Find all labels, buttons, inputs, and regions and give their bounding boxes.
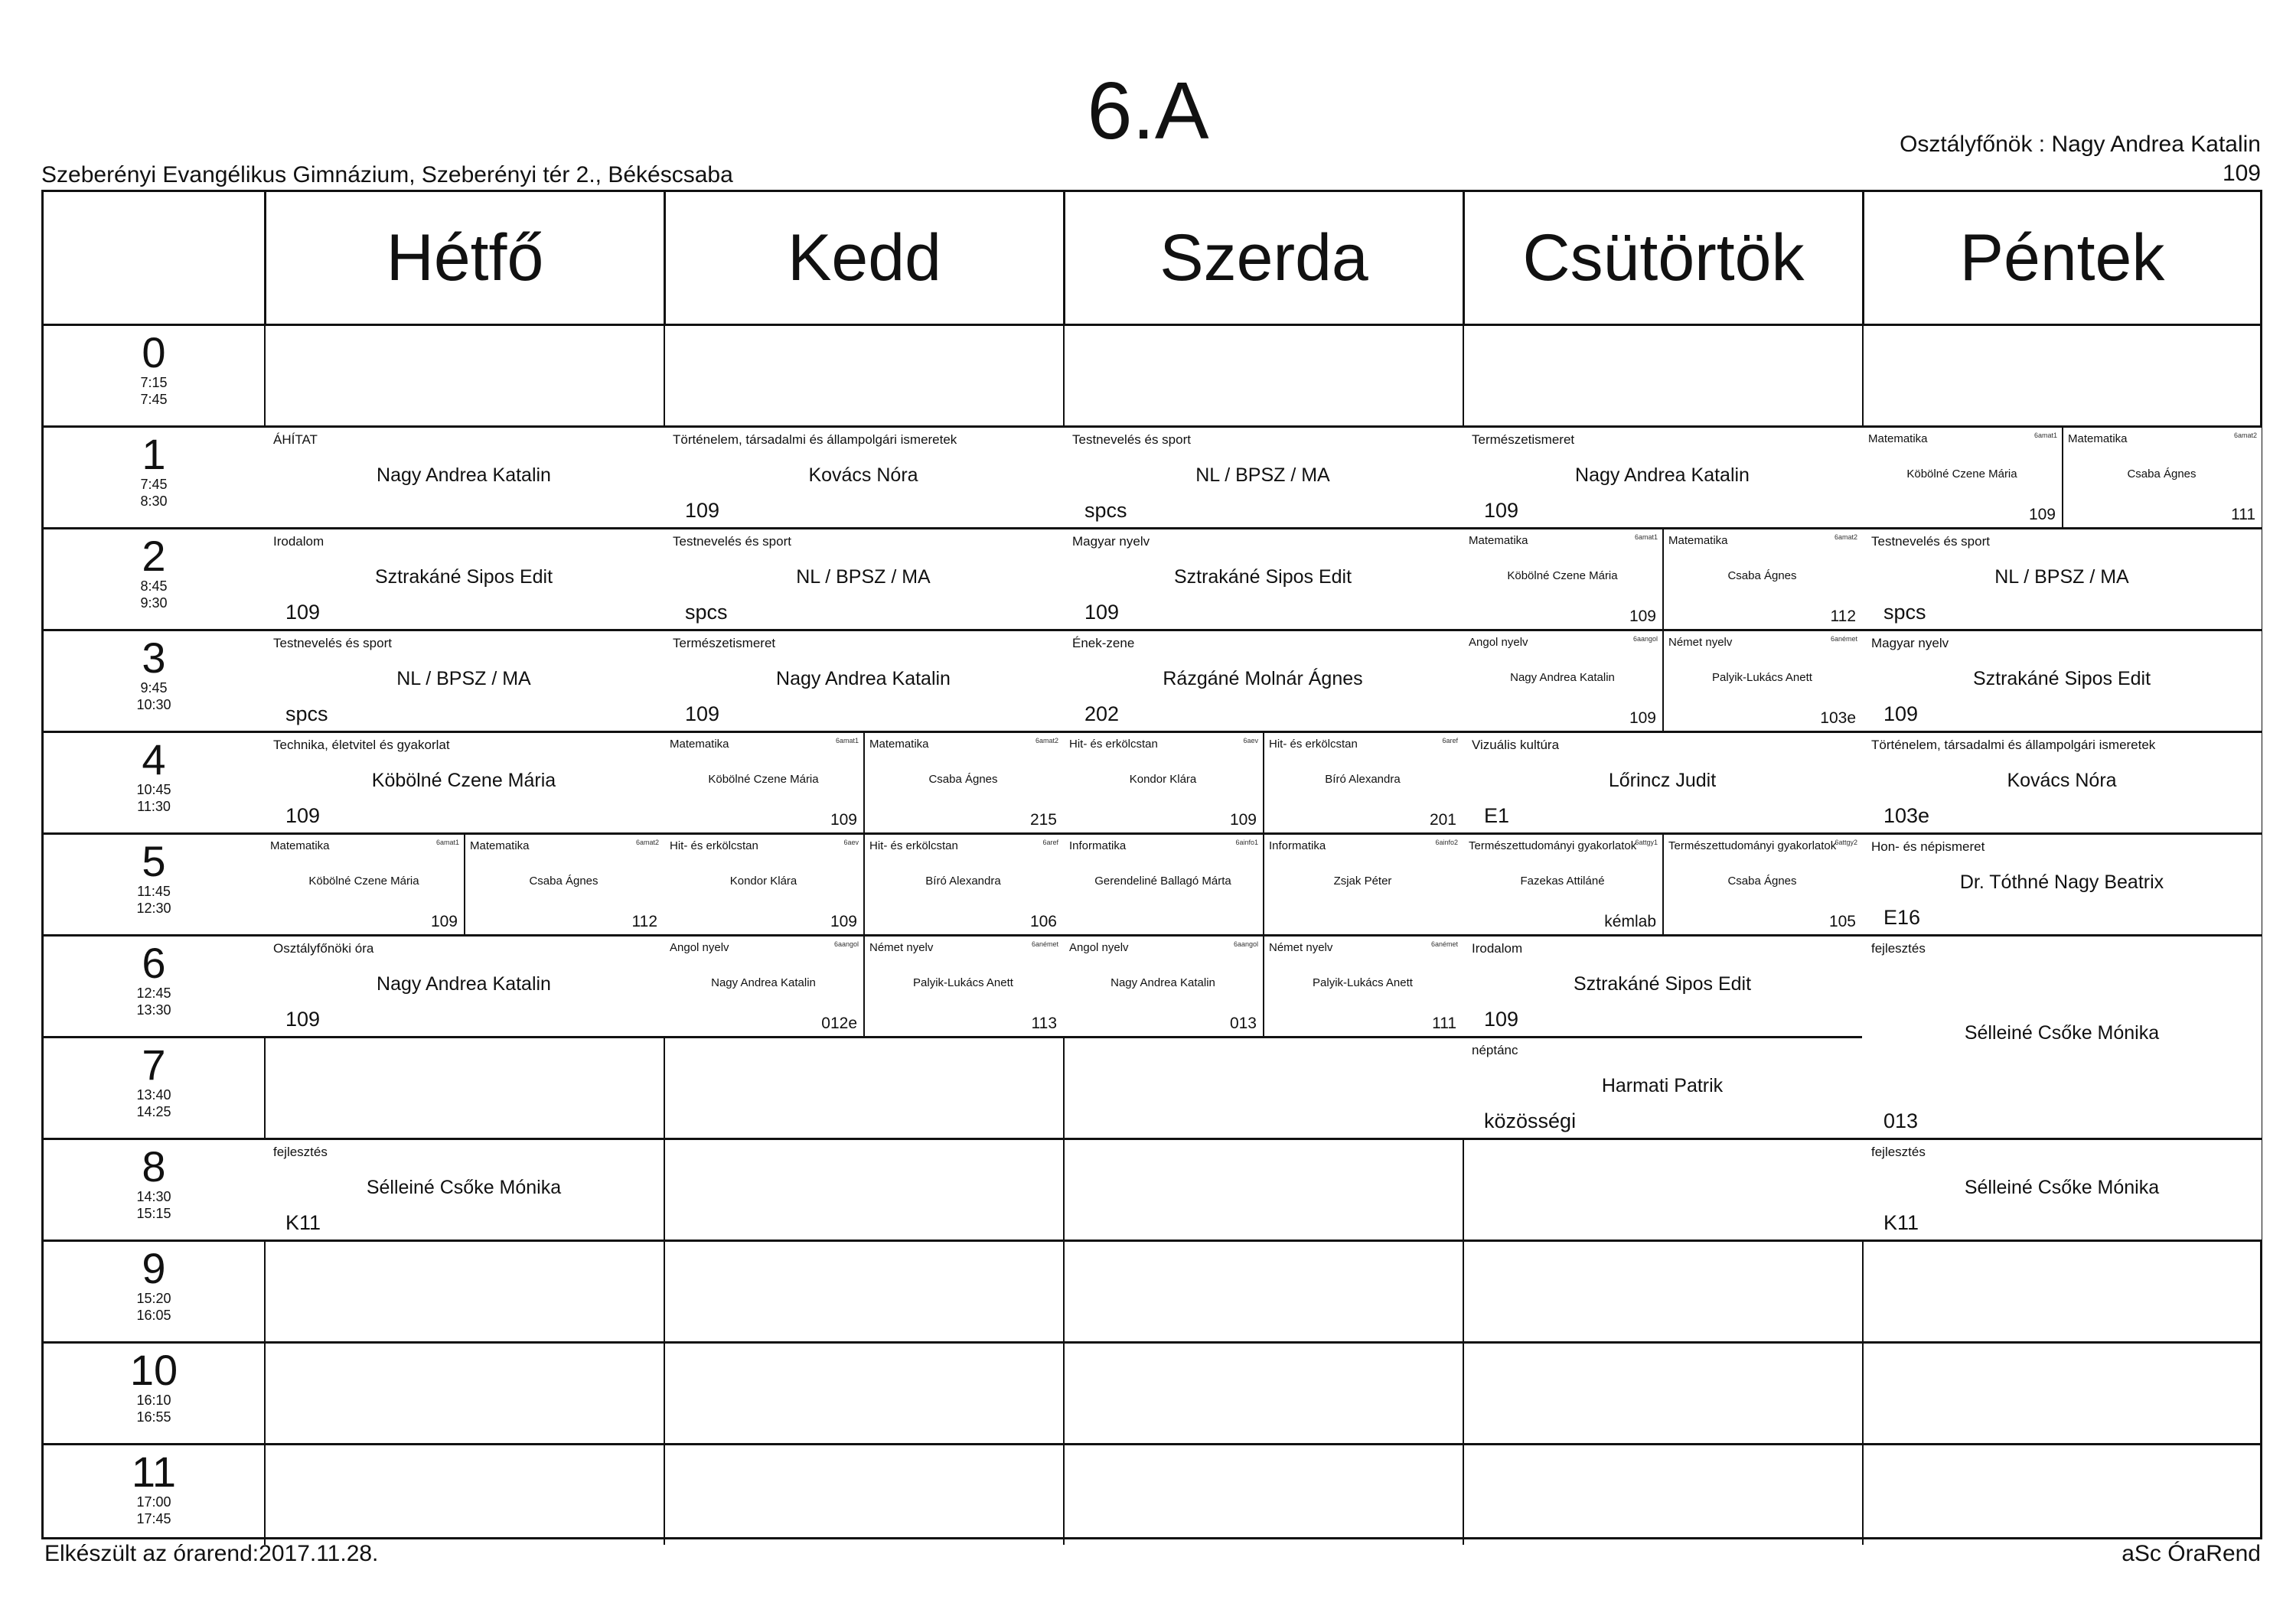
lesson-subject: Matematika (1469, 534, 1528, 547)
lesson-subject: Hit- és erkölcstan (1269, 738, 1358, 751)
lesson-cell (863, 832, 1063, 934)
lesson-room: spcs (685, 601, 728, 624)
lesson-cell (1463, 934, 1862, 1036)
lesson-teacher: Kondor Klára (729, 875, 797, 888)
lesson-group: 6attgy1 (1635, 839, 1658, 846)
lesson-group: 6aref (1442, 737, 1458, 744)
period-cell (44, 1138, 264, 1240)
period-cell (44, 1240, 264, 1341)
lesson-room: 112 (631, 913, 657, 930)
lesson-teacher: Nagy Andrea Katalin (377, 973, 551, 995)
lesson-cell (1063, 934, 1263, 1036)
lesson-room: 103e (1820, 709, 1856, 727)
lesson-teacher: Nagy Andrea Katalin (711, 976, 816, 989)
lesson-teacher: Kovács Nóra (2007, 770, 2117, 791)
lesson-group: 6anémet (1830, 635, 1857, 643)
lesson-cell (1463, 629, 1662, 731)
lesson-cell (1263, 934, 1463, 1036)
lesson-teacher: Palyik-Lukács Anett (1313, 976, 1413, 989)
lesson-group: 6amat2 (1035, 737, 1058, 744)
period-number: 6 (142, 939, 166, 987)
lesson-subject: Osztályfőnöki óra (273, 941, 374, 956)
lesson-room: spcs (1084, 499, 1127, 522)
lesson-subject: Matematika (670, 738, 729, 751)
lesson-cell (1463, 527, 1662, 629)
lesson-teacher: Csaba Ágnes (1727, 875, 1797, 888)
period-end-time: 9:30 (140, 595, 168, 611)
lesson-cell (1862, 425, 2062, 527)
period-cell (44, 731, 264, 832)
lesson-cell (1463, 425, 1862, 527)
lesson-subject: Történelem, társadalmi és állampolgári ismeretek (1871, 738, 2156, 752)
lesson-room: közösségi (1484, 1109, 1577, 1132)
period-cell (44, 527, 264, 629)
lesson-cell (1063, 832, 1263, 934)
period-number: 7 (142, 1041, 166, 1089)
period-number: 9 (142, 1244, 166, 1292)
lesson-teacher: Harmati Patrik (1601, 1075, 1724, 1096)
lesson-teacher: NL / BPSZ / MA (1994, 566, 2129, 588)
lesson-room: K11 (285, 1211, 321, 1234)
lesson-room: 202 (1084, 702, 1120, 725)
day-header-thursday: Csütörtök (1463, 192, 1862, 324)
lesson-cell (664, 527, 1063, 629)
lesson-room: 103e (1883, 804, 1930, 827)
lesson-subject: Testnevelés és sport (1072, 432, 1191, 447)
period-start-time: 17:00 (136, 1494, 171, 1510)
lesson-group: 6ainfo2 (1435, 839, 1458, 846)
period-start-time: 15:20 (136, 1291, 171, 1306)
lesson-group: 6amat1 (1634, 533, 1658, 541)
lesson-room: 201 (1429, 811, 1456, 829)
period-number: 3 (142, 634, 166, 682)
lesson-cell (264, 731, 664, 832)
period-start-time: 16:10 (136, 1393, 171, 1408)
lesson-subject: fejlesztés (273, 1145, 328, 1159)
lesson-subject: Angol nyelv (1469, 636, 1528, 649)
lesson-teacher: Rázgáné Molnár Ágnes (1163, 668, 1363, 689)
lesson-room: 012e (821, 1015, 857, 1032)
lesson-subject: fejlesztés (1871, 941, 1926, 956)
lesson-subject: Hit- és erkölcstan (670, 839, 758, 852)
half-divider (1263, 937, 1264, 1038)
half-divider (863, 835, 865, 937)
period-start-time: 8:45 (140, 578, 168, 594)
head-room: 109 (2222, 161, 2261, 186)
footer-date: Elkészült az órarend:2017.11.28. (44, 1541, 379, 1566)
lesson-room: 109 (830, 913, 857, 930)
period-number: 11 (131, 1448, 177, 1496)
period-end-time: 12:30 (136, 901, 171, 916)
lesson-subject: Testnevelés és sport (673, 534, 791, 549)
lesson-cell (1263, 832, 1463, 934)
period-end-time: 10:30 (136, 697, 171, 712)
lesson-teacher: Dr. Tóthné Nagy Beatrix (1959, 871, 2164, 893)
lesson-teacher: Palyik-Lukács Anett (913, 976, 1013, 989)
lesson-cell (1662, 527, 1862, 629)
lesson-group: 6aangol (833, 940, 859, 948)
lesson-subject: fejlesztés (1871, 1145, 1926, 1159)
period-number: 1 (142, 430, 166, 478)
lesson-teacher: Zsjak Péter (1333, 875, 1392, 888)
lesson-room: 113 (1031, 1015, 1057, 1032)
lesson-subject: Matematika (1668, 534, 1728, 547)
lesson-subject: Informatika (1069, 839, 1127, 852)
page-title: 6.A (1087, 66, 1209, 156)
lesson-subject: Vizuális kultúra (1472, 738, 1560, 752)
half-divider (1662, 631, 1664, 733)
period-cell (44, 1443, 264, 1545)
lesson-subject: Hon- és népismeret (1871, 839, 1985, 854)
half-divider (863, 733, 865, 835)
lesson-subject: Angol nyelv (670, 941, 729, 954)
lesson-group: 6amat2 (635, 839, 659, 846)
lesson-teacher: Csaba Ágnes (2127, 467, 2197, 480)
period-cell (44, 1341, 264, 1443)
period-number: 2 (142, 532, 166, 580)
lesson-cell (2062, 425, 2262, 527)
lesson-subject: Ének-zene (1072, 636, 1135, 650)
lesson-subject: Testnevelés és sport (1871, 534, 1990, 549)
period-end-time: 15:15 (136, 1206, 171, 1221)
half-divider (464, 835, 465, 937)
lesson-group: 6amat2 (1834, 533, 1857, 541)
period-cell (44, 934, 264, 1036)
lesson-room: 109 (1484, 499, 1519, 522)
period-number: 5 (142, 837, 166, 885)
period-number: 0 (142, 328, 166, 376)
lesson-teacher: Bíró Alexandra (925, 875, 1001, 888)
lesson-group: 6amat1 (2033, 432, 2057, 439)
lesson-subject: Testnevelés és sport (273, 636, 392, 650)
lesson-teacher: Nagy Andrea Katalin (377, 464, 551, 486)
lesson-cell (1862, 832, 2262, 934)
lesson-subject: Matematika (2068, 432, 2128, 445)
lesson-teacher: Köbölné Czene Mária (308, 875, 419, 888)
half-divider (1263, 835, 1264, 937)
row-divider (44, 1240, 2260, 1242)
period-end-time: 16:05 (136, 1308, 171, 1323)
lesson-subject: Természetismeret (1472, 432, 1575, 447)
lesson-subject: Hit- és erkölcstan (869, 839, 958, 852)
lesson-cell (1862, 527, 2262, 629)
lesson-cell (264, 425, 664, 527)
lesson-cell (664, 425, 1063, 527)
lesson-group: 6amat1 (435, 839, 459, 846)
lesson-teacher: Köbölné Czene Mária (1906, 467, 2017, 480)
lesson-group: 6aangol (1233, 940, 1258, 948)
lesson-subject: Német nyelv (1668, 636, 1733, 649)
day-header-wednesday: Szerda (1063, 192, 1463, 324)
lesson-cell (664, 934, 863, 1036)
lesson-teacher: Kondor Klára (1129, 773, 1197, 786)
lesson-cell (1662, 832, 1862, 934)
lesson-room: 109 (1084, 601, 1120, 624)
head-teacher: Osztályfőnök : Nagy Andrea Katalin (1900, 132, 2261, 157)
lesson-teacher: Csaba Ágnes (1727, 569, 1797, 582)
period-start-time: 7:45 (140, 477, 168, 492)
lesson-teacher: Bíró Alexandra (1325, 773, 1401, 786)
day-header-monday: Hétfő (264, 192, 664, 324)
lesson-teacher: Köbölné Czene Mária (708, 773, 819, 786)
lesson-group: 6anémet (1031, 940, 1058, 948)
lesson-cell (1463, 731, 1862, 832)
half-divider (1662, 835, 1664, 937)
lesson-room: 109 (685, 702, 720, 725)
lesson-room: 215 (1029, 811, 1057, 829)
lesson-room: 013 (1883, 1109, 1919, 1132)
lesson-subject: Történelem, társadalmi és állampolgári ismeretek (673, 432, 957, 447)
lesson-group: 6amat1 (835, 737, 859, 744)
lesson-teacher: Csaba Ágnes (529, 875, 598, 888)
period-end-time: 16:55 (136, 1409, 171, 1425)
school-name: Szeberényi Evangélikus Gimnázium, Szeberényi tér 2., Békéscsaba (41, 162, 733, 187)
lesson-cell (1063, 425, 1463, 527)
lesson-teacher: Nagy Andrea Katalin (1510, 671, 1615, 684)
lesson-room: 109 (685, 499, 720, 522)
lesson-group: 6anémet (1430, 940, 1458, 948)
lesson-cell (1662, 629, 1862, 731)
lesson-cell (664, 629, 1063, 731)
lesson-group: 6aev (843, 839, 859, 846)
lesson-room: 106 (1029, 913, 1057, 930)
lesson-room: 105 (1828, 913, 1856, 930)
lesson-teacher: Sztrakáné Sipos Edit (374, 566, 553, 588)
lesson-group: 6aref (1042, 839, 1058, 846)
lesson-subject: Irodalom (1472, 941, 1523, 956)
half-divider (1662, 529, 1664, 631)
lesson-cell (1063, 731, 1263, 832)
period-cell (44, 832, 264, 934)
lesson-teacher: Sélleiné Csőke Mónika (366, 1177, 562, 1198)
lesson-teacher: NL / BPSZ / MA (1195, 464, 1330, 486)
lesson-room: 109 (285, 601, 321, 624)
lesson-room: spcs (285, 702, 328, 725)
lesson-cell (264, 629, 664, 731)
lesson-subject: Irodalom (273, 534, 325, 549)
lesson-group: 6aev (1243, 737, 1258, 744)
lesson-room: 111 (2231, 506, 2255, 523)
period-start-time: 9:45 (140, 680, 168, 695)
lesson-subject: Német nyelv (869, 941, 934, 954)
lesson-cell (1862, 731, 2262, 832)
day-header-tuesday: Kedd (664, 192, 1063, 324)
lesson-teacher: Palyik-Lukács Anett (1712, 671, 1812, 684)
lesson-room: 109 (2028, 506, 2056, 523)
lesson-cell (1063, 629, 1463, 731)
lesson-subject: Matematika (470, 839, 530, 852)
half-divider (2062, 428, 2063, 529)
lesson-teacher: Köbölné Czene Mária (1507, 569, 1618, 582)
timetable-grid (41, 190, 2262, 1539)
lesson-subject: Matematika (270, 839, 330, 852)
lesson-subject: Informatika (1269, 839, 1326, 852)
lesson-cell (1463, 832, 1662, 934)
lesson-cell (863, 731, 1063, 832)
lesson-room: 109 (430, 913, 458, 930)
lesson-subject: Matematika (869, 738, 929, 751)
lesson-subject: Angol nyelv (1069, 941, 1129, 954)
period-cell (44, 1036, 264, 1138)
lesson-subject: Technika, életvitel és gyakorlat (273, 738, 450, 752)
lesson-subject: Hit- és erkölcstan (1069, 738, 1158, 751)
lesson-teacher: Sélleiné Csőke Mónika (1964, 1177, 2160, 1198)
lesson-room: K11 (1883, 1211, 1919, 1234)
period-number: 8 (142, 1142, 166, 1191)
period-cell (44, 425, 264, 527)
lesson-cell (1063, 527, 1463, 629)
lesson-cell (664, 731, 863, 832)
lesson-cell (1463, 1036, 1862, 1138)
lesson-room: kémlab (1604, 913, 1656, 930)
lesson-cell (1862, 934, 2262, 1138)
lesson-cell (264, 1138, 664, 1240)
period-number: 10 (129, 1346, 178, 1394)
lesson-teacher: Köbölné Czene Mária (371, 770, 556, 791)
lesson-teacher: Sélleiné Csőke Mónika (1964, 1022, 2160, 1044)
lesson-cell (1263, 731, 1463, 832)
day-header-friday: Péntek (1862, 192, 2260, 324)
lesson-teacher: Nagy Andrea Katalin (776, 668, 951, 689)
period-start-time: 12:45 (136, 985, 171, 1001)
lesson-group: 6ainfo1 (1235, 839, 1258, 846)
lesson-subject: ÁHÍTAT (273, 432, 318, 447)
lesson-subject: Magyar nyelv (1072, 534, 1150, 549)
period-start-time: 13:40 (136, 1087, 171, 1103)
lesson-teacher: Csaba Ágnes (928, 773, 998, 786)
lesson-teacher: Nagy Andrea Katalin (1110, 976, 1215, 989)
lesson-subject: néptánc (1472, 1043, 1518, 1057)
lesson-cell (264, 934, 664, 1036)
lesson-teacher: Sztrakáné Sipos Edit (1173, 566, 1352, 588)
lesson-room: 109 (1883, 702, 1919, 725)
row-divider (44, 1341, 2260, 1344)
lesson-subject: Német nyelv (1269, 941, 1333, 954)
row-divider (44, 324, 2260, 326)
lesson-cell (664, 832, 863, 934)
lesson-room: 112 (1830, 608, 1856, 625)
period-end-time: 7:45 (140, 392, 168, 407)
lesson-teacher: Gerendeliné Ballagó Márta (1094, 875, 1231, 888)
lesson-teacher: Kovács Nóra (808, 464, 918, 486)
lesson-room: 109 (1629, 709, 1656, 727)
lesson-cell (464, 832, 664, 934)
lesson-room: 111 (1432, 1015, 1456, 1032)
period-end-time: 11:30 (137, 799, 171, 814)
lesson-teacher: Sztrakáné Sipos Edit (1573, 973, 1752, 995)
lesson-teacher: NL / BPSZ / MA (396, 668, 531, 689)
lesson-room: 109 (285, 1008, 321, 1031)
half-divider (863, 937, 865, 1038)
lesson-room: spcs (1883, 601, 1926, 624)
period-number: 4 (142, 735, 166, 783)
period-start-time: 10:45 (136, 782, 171, 797)
lesson-group: 6amat2 (2233, 432, 2257, 439)
lesson-cell (1862, 1138, 2262, 1240)
period-start-time: 14:30 (136, 1189, 171, 1204)
lesson-room: 109 (1229, 811, 1257, 829)
lesson-room: 013 (1229, 1015, 1257, 1032)
lesson-room: E16 (1883, 906, 1921, 929)
lesson-cell (863, 934, 1063, 1036)
period-start-time: 11:45 (137, 884, 171, 899)
lesson-room: E1 (1484, 804, 1510, 827)
lesson-subject: Matematika (1868, 432, 1928, 445)
lesson-subject: Természettudományi gyakorlatok (1668, 839, 1837, 852)
period-end-time: 8:30 (140, 494, 168, 509)
period-end-time: 14:25 (136, 1104, 171, 1119)
half-divider (1263, 733, 1264, 835)
period-end-time: 17:45 (136, 1511, 171, 1526)
period-end-time: 13:30 (136, 1002, 171, 1018)
footer-app: aSc ÓraRend (2122, 1541, 2261, 1566)
lesson-teacher: Nagy Andrea Katalin (1575, 464, 1750, 486)
lesson-room: 109 (1484, 1008, 1519, 1031)
lesson-subject: Természetismeret (673, 636, 776, 650)
lesson-group: 6attgy2 (1835, 839, 1857, 846)
lesson-subject: Magyar nyelv (1871, 636, 1949, 650)
lesson-room: 109 (1629, 608, 1656, 625)
lesson-room: 109 (830, 811, 857, 829)
lesson-cell (264, 527, 664, 629)
period-cell (44, 324, 264, 425)
lesson-room: 109 (285, 804, 321, 827)
lesson-cell (264, 832, 464, 934)
lesson-teacher: NL / BPSZ / MA (796, 566, 931, 588)
period-start-time: 7:15 (140, 375, 168, 390)
row-divider (44, 1443, 2260, 1445)
lesson-cell (1862, 629, 2262, 731)
lesson-teacher: Sztrakáné Sipos Edit (1972, 668, 2151, 689)
lesson-subject: Természettudományi gyakorlatok (1469, 839, 1637, 852)
lesson-teacher: Fazekas Attiláné (1520, 875, 1605, 888)
lesson-teacher: Lőrincz Judit (1608, 770, 1717, 791)
lesson-group: 6aangol (1632, 635, 1658, 643)
period-cell (44, 629, 264, 731)
